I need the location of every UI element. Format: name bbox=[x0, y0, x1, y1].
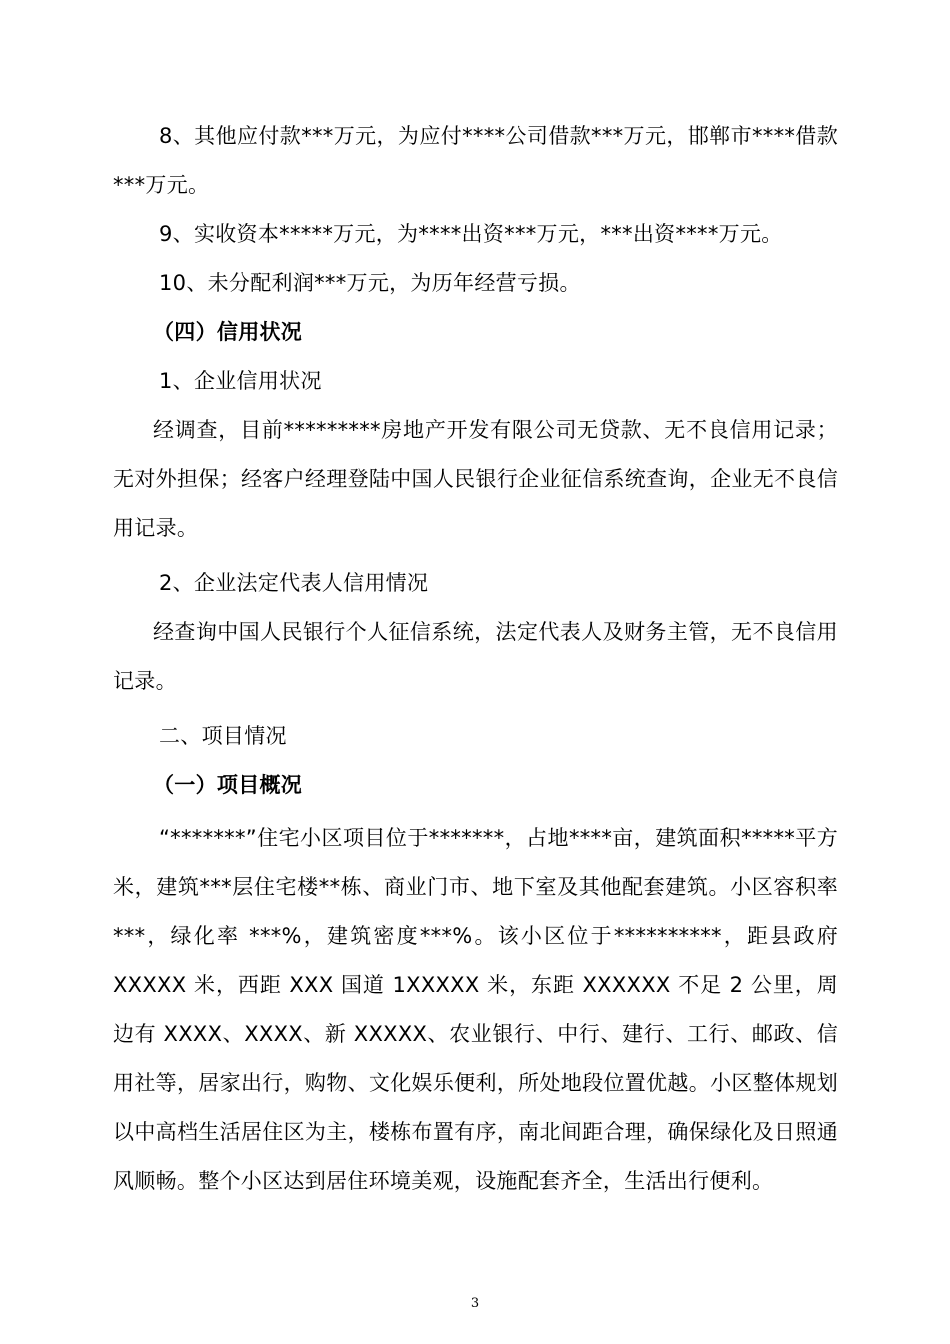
paragraph-legal-representative-credit: 经查询中国人民银行个人征信系统，法定代表人及财务主管，无不良信用记录。 bbox=[113, 620, 838, 693]
paragraph-other-payables: 8、其他应付款***万元，为应付****公司借款***万元，邯郸市****借款***万元。 bbox=[113, 124, 838, 197]
paragraph-project-overview: “*******”住宅小区项目位于*******，占地****亩，建筑面积*****平方米，建筑***层住宅楼**栋、商业门市、地下室及其他配套建筑。小区容积率***，绿化率 ***%，建筑密度***%。该小区位于**********，距县政府 XXXXX 米，西距 XXX 国道 1XXXXX 米，东距 XXXXXX 不足 2 公里，周边有 XXXX、XXXX、新 XXXXX、农业银行、中行、建行、工行、邮政、信用社等，居家出行，购物、文化娱乐便利，所处地段位置优越。小区整体规划以中高档生活居住区为主，楼栋布置有序，南北间距合理，确保绿化及日照通风顺畅。整个小区达到居住环境美观，设施配套齐全，生活出行便利。 bbox=[113, 826, 845, 1193]
subheading-enterprise-credit: 1、企业信用状况 bbox=[159, 369, 322, 393]
paragraph-undistributed-profit: 10、未分配利润***万元，为历年经营亏损。 bbox=[159, 271, 581, 295]
subheading-legal-representative-credit: 2、企业法定代表人信用情况 bbox=[159, 571, 429, 595]
document-body bbox=[113, 112, 845, 1206]
section-heading-project-overview: （一）项目概况 bbox=[153, 773, 303, 797]
section-heading-credit-status: （四）信用状况 bbox=[153, 320, 303, 344]
paragraph-paid-in-capital: 9、实收资本*****万元，为****出资***万元，***出资****万元。 bbox=[159, 222, 783, 246]
paragraph-enterprise-credit: 经调查，目前*********房地产开发有限公司无贷款、无不良信用记录；无对外担保；经客户经理登陆中国人民银行企业征信系统查询，企业无不良信用记录。 bbox=[113, 418, 838, 540]
page-number: 3 bbox=[470, 1296, 480, 1311]
chapter-heading-project: 二、项目情况 bbox=[159, 724, 287, 748]
